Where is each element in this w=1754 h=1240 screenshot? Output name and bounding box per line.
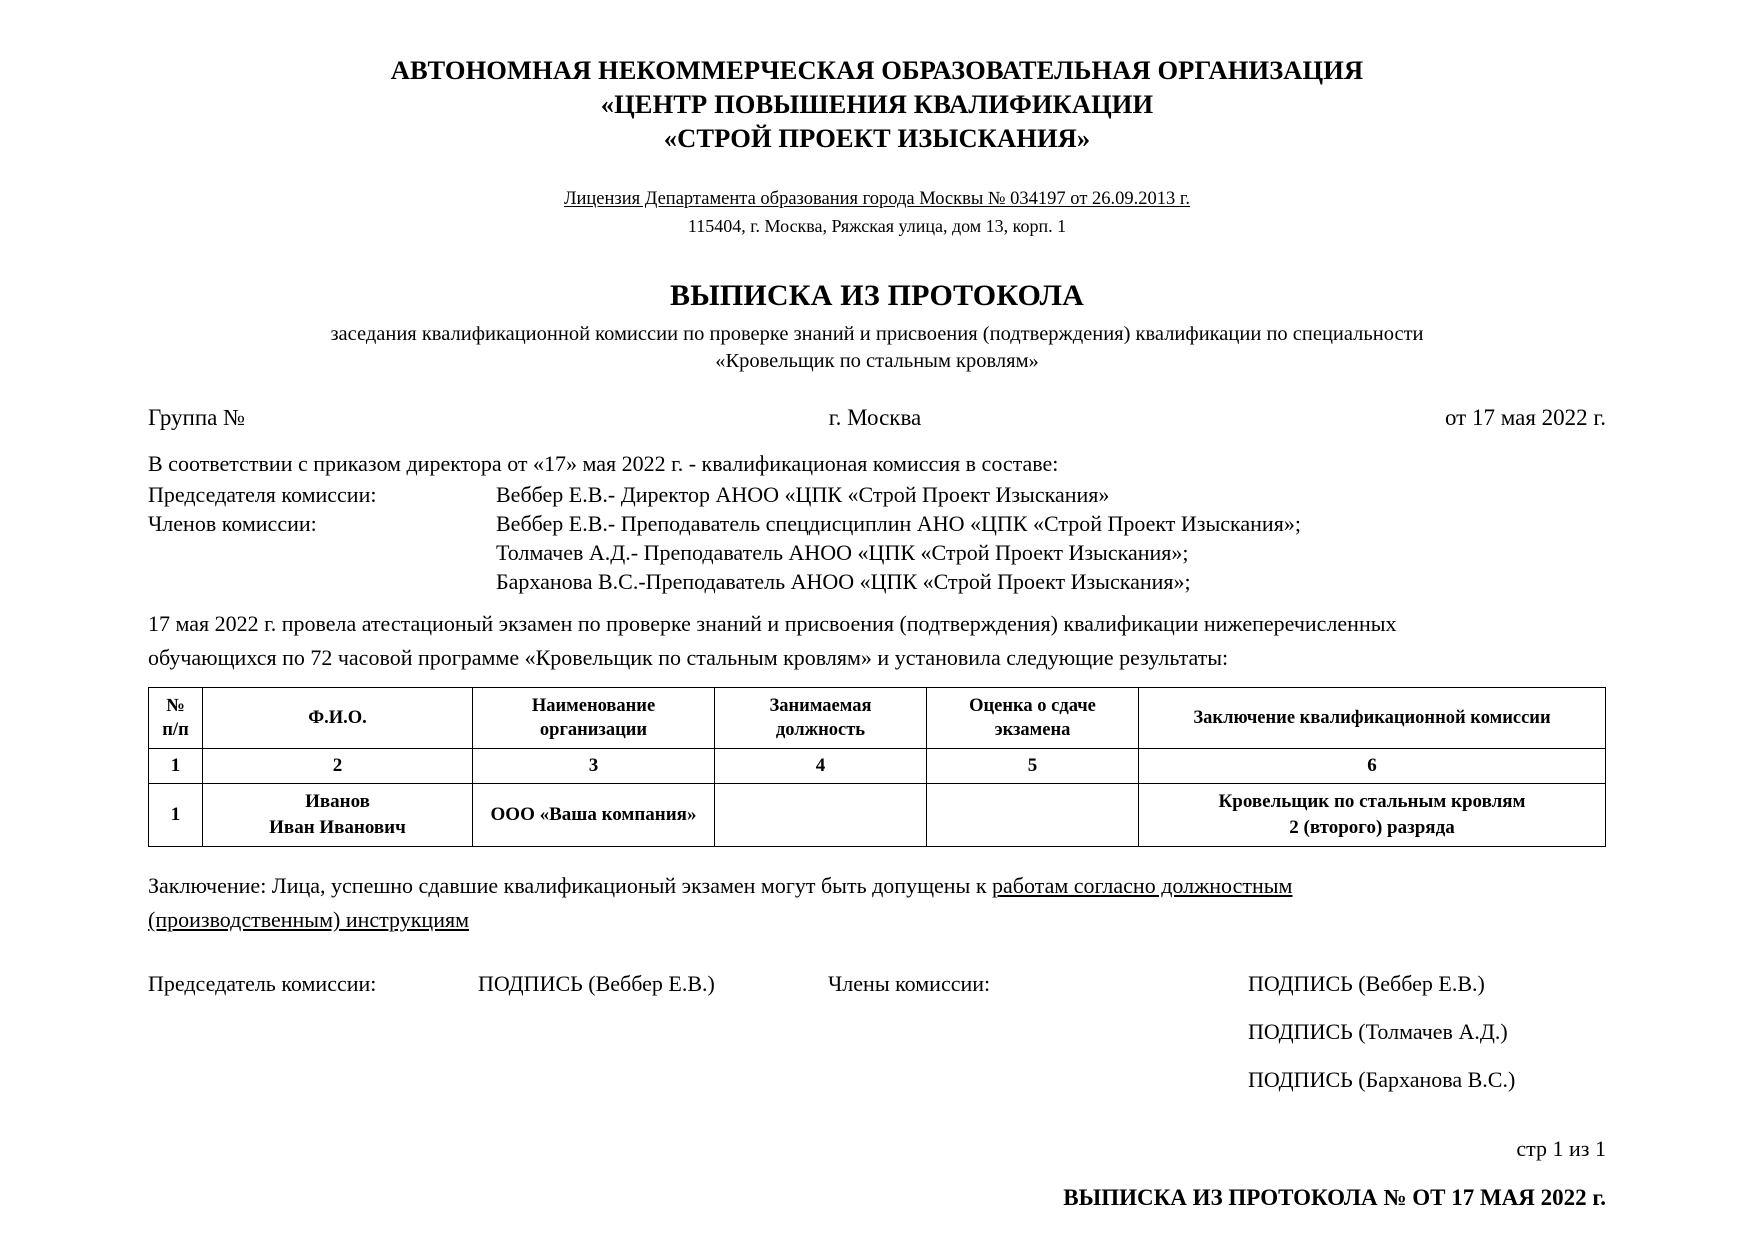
chairman-label: Председателя комиссии: — [148, 481, 377, 507]
conclusion-qualification: Кровельщик по стальным кровлям — [1218, 790, 1526, 812]
exam-intro-paragraph — [148, 607, 1606, 675]
signature-member-value-1: ПОДПИСЬ (Веббер Е.В.) — [1248, 971, 1485, 997]
header-text: должность — [775, 719, 866, 740]
commission-composition — [148, 480, 1606, 597]
header-text: организации — [539, 719, 648, 740]
signature-chairman-value: ПОДПИСЬ (Веббер Е.В.) — [478, 971, 715, 997]
intro-line-1: 17 мая 2022 г. провела атестационый экзамен по проверке знаний и присвоения (подтверждения) квалификации нижеперечисленных — [148, 610, 1397, 636]
director-order-line: В соответствии с приказом директора от «17» мая 2022 г. - квалификационая комиссия в составе: — [148, 450, 1059, 476]
member-value-3: Барханова В.С.-Преподаватель АНОО «ЦПК «Строй Проект Изыскания»; — [496, 569, 1191, 595]
footer-document-title: ВЫПИСКА ИЗ ПРОТОКОЛА № ОТ 17 МАЯ 2022 г. — [1063, 1184, 1606, 1210]
org-name-line-2: «ЦЕНТР ПОВЫШЕНИЯ КВАЛИФИКАЦИИ — [600, 88, 1154, 119]
results-table — [148, 687, 1606, 847]
license-block — [148, 186, 1606, 239]
intro-line-2: обучающихся по 72 часовой программе «Кровельщик по стальным кровлям» и установила следующие результаты: — [148, 644, 1229, 670]
member-value-1: Веббер Е.В.- Преподаватель спецдисциплин АНО «ЦПК «Строй Проект Изыскания»; — [496, 510, 1301, 536]
address-line: 115404, г. Москва, Ряжская улица, дом 13, корп. 1 — [687, 215, 1067, 236]
table-header-cell — [1139, 687, 1606, 748]
numbering-cell: 3 — [473, 748, 715, 783]
conclusion-underlined-text-2: (производственным) инструкциям — [148, 907, 470, 932]
city-label: г. Москва — [828, 404, 922, 430]
numbering-cell: 6 — [1139, 748, 1606, 783]
cell-fio — [203, 783, 473, 846]
signature-row-chairman — [148, 971, 1606, 997]
signature-chairman-label: Председатель комиссии: — [148, 971, 377, 997]
document-subtitle — [148, 321, 1606, 375]
table-header-cell — [473, 687, 715, 748]
signature-members-label: Члены комиссии: — [828, 971, 991, 997]
commission-member-row — [148, 567, 1606, 596]
page-number: стр 1 из 1 — [1516, 1135, 1606, 1161]
signatures-block — [148, 971, 1606, 1093]
signature-spacer — [148, 1019, 1218, 1045]
header-text: п/п — [162, 719, 189, 740]
conclusion-grade: 2 (второго) разряда — [1289, 816, 1455, 838]
table-header-row — [149, 687, 1606, 748]
numbering-cell: 4 — [715, 748, 927, 783]
page-footer — [148, 1133, 1606, 1214]
header-text: Оценка о сдаче — [969, 695, 1096, 716]
table-header-cell — [715, 687, 927, 748]
subtitle-line-1: заседания квалификационной комиссии по проверке знаний и присвоения (подтверждения) квалификации по специальности — [330, 322, 1424, 345]
header-text: Заключение квалификационной комиссии — [1193, 707, 1551, 728]
table-header-cell — [927, 687, 1139, 748]
conclusion-underlined-text-1: работам согласно должностным — [992, 872, 1293, 898]
fio-surname: Иванов — [305, 790, 370, 812]
conclusion-plain-text: Заключение: Лица, успешно сдавшие квалификационый экзамен могут быть допущены к — [148, 872, 993, 898]
header-text: Наименование — [531, 695, 656, 716]
header-text: экзамена — [994, 719, 1071, 740]
cell-organization: ООО «Ваша компания» — [473, 783, 715, 846]
table-header-cell — [149, 687, 203, 748]
commission-chairman-row — [148, 480, 1606, 509]
signature-member-value-3: ПОДПИСЬ (Барханова В.С.) — [1248, 1067, 1516, 1093]
commission-member-row — [148, 538, 1606, 567]
numbering-cell: 1 — [149, 748, 203, 783]
members-label-spacer — [148, 567, 496, 596]
signature-spacer — [148, 1067, 1218, 1093]
cell-exam-mark — [927, 783, 1139, 846]
conclusion-paragraph — [148, 869, 1606, 937]
license-line: Лицензия Департамента образования города Москвы № 034197 от 26.09.2013 г. — [563, 188, 1191, 209]
numbering-cell: 2 — [203, 748, 473, 783]
page-title: ВЫПИСКА ИЗ ПРОТОКОЛА — [669, 278, 1085, 312]
cell-position — [715, 783, 927, 846]
fio-given-names: Иван Иванович — [269, 816, 406, 838]
table-row — [149, 783, 1606, 846]
table-header-cell — [203, 687, 473, 748]
document-meta-row — [148, 405, 1606, 431]
commission-member-row — [148, 509, 1606, 538]
chairman-value: Веббер Е.В.- Директор АНОО «ЦПК «Строй Проект Изыскания» — [496, 481, 1110, 507]
signature-row-member-2 — [148, 1019, 1606, 1045]
header-text: № — [166, 695, 185, 716]
members-label-spacer — [148, 538, 496, 567]
header-text: Занимаемая — [769, 695, 872, 716]
numbering-cell: 5 — [927, 748, 1139, 783]
org-name-line-3: «СТРОЙ ПРОЕКТ ИЗЫСКАНИЯ» — [663, 122, 1091, 153]
member-value-2: Толмачев А.Д.- Преподаватель АНОО «ЦПК «Строй Проект Изыскания»; — [496, 540, 1189, 566]
header-text: Ф.И.О. — [308, 707, 367, 728]
signature-row-member-3 — [148, 1067, 1606, 1093]
cell-row-number: 1 — [149, 783, 203, 846]
signature-member-value-2: ПОДПИСЬ (Толмачев А.Д.) — [1248, 1019, 1508, 1045]
cell-commission-conclusion — [1139, 783, 1606, 846]
organization-header — [148, 54, 1606, 156]
table-numbering-row — [149, 748, 1606, 783]
members-label: Членов комиссии: — [148, 510, 317, 536]
document-date: от 17 мая 2022 г. — [1444, 404, 1606, 430]
subtitle-line-2: «Кровельщик по стальным кровлям» — [715, 349, 1039, 372]
org-name-line-1: АВТОНОМНАЯ НЕКОММЕРЧЕСКАЯ ОБРАЗОВАТЕЛЬНАЯ ОРГАНИЗАЦИЯ — [390, 55, 1364, 85]
group-number-label: Группа № — [148, 404, 246, 430]
